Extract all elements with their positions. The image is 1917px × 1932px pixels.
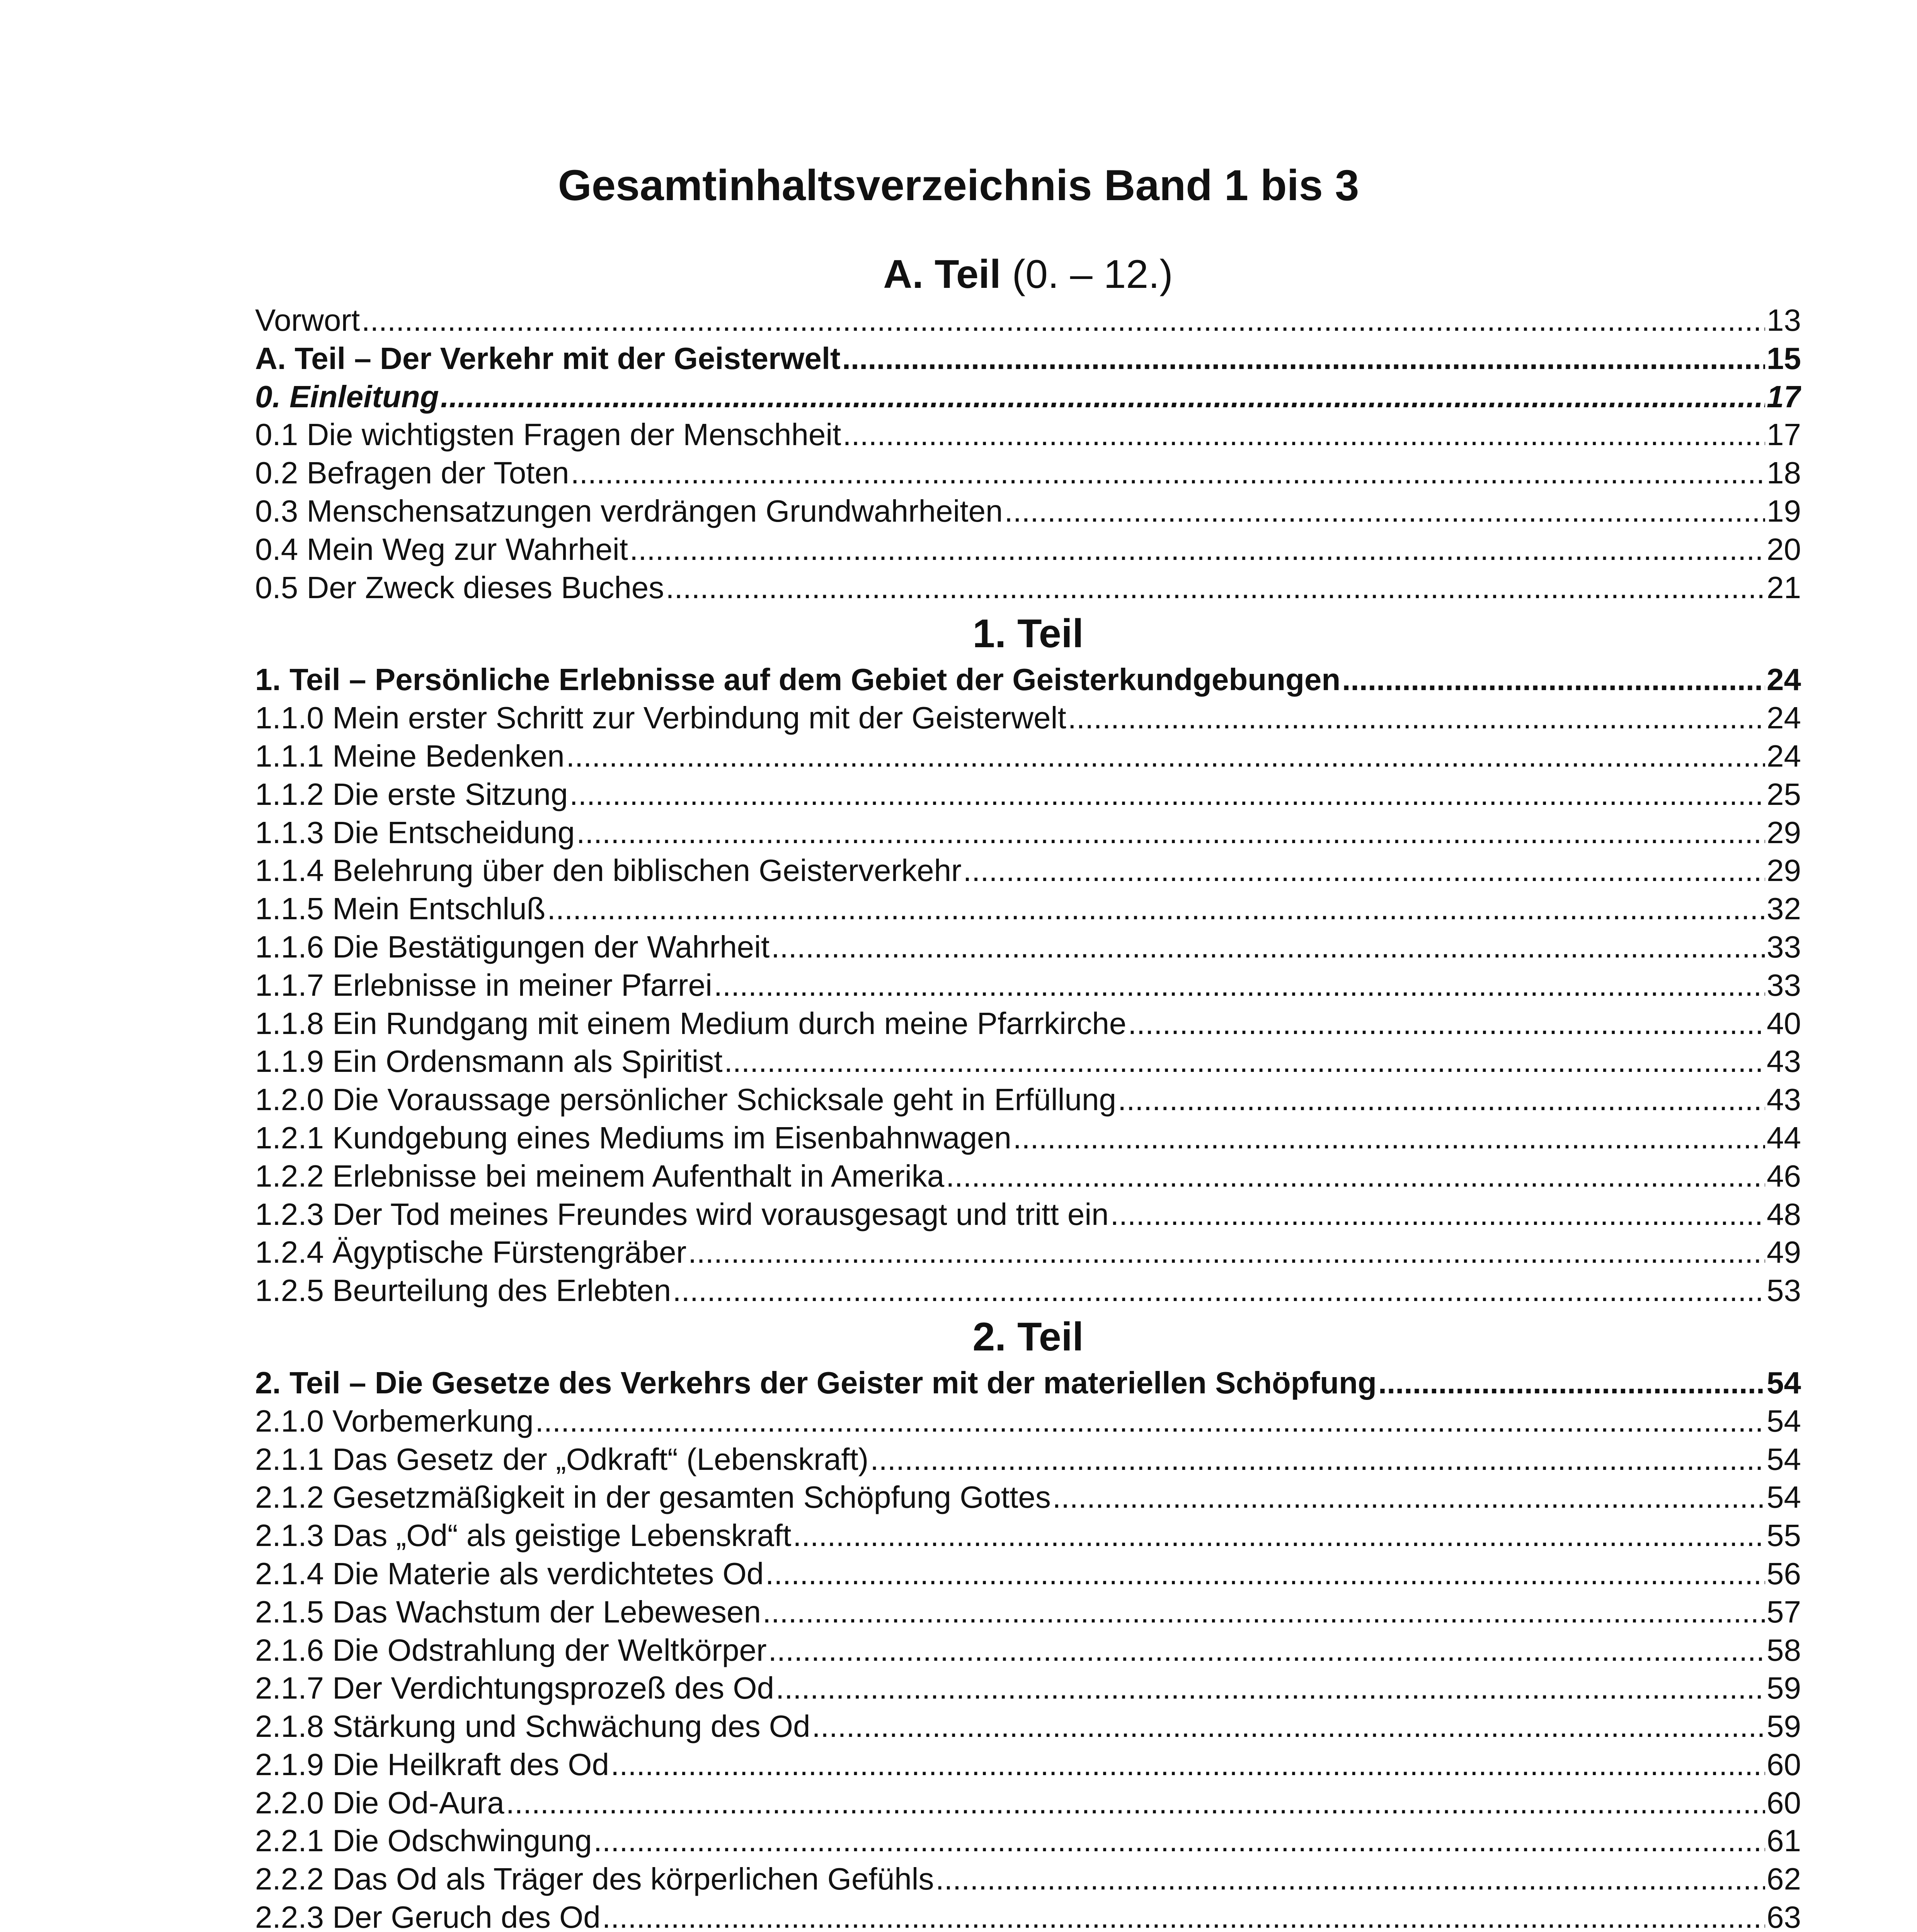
toc-entry-page: 54	[1767, 1403, 1801, 1438]
toc-entry	[255, 1402, 1801, 1440]
toc-entry-title: 2.1.1 Das Gesetz der „Odkraft“ (Lebenskraft)	[255, 1442, 869, 1476]
toc-entry-title: 0.1 Die wichtigsten Fragen der Menschheit	[255, 417, 841, 452]
toc-entry-page: 63	[1767, 1900, 1801, 1932]
toc-entry-page: 25	[1767, 777, 1801, 811]
toc-entry-title: 1.2.0 Die Voraussage persönlicher Schicksale geht in Erfüllung	[255, 1082, 1116, 1117]
toc-entry-page: 32	[1767, 891, 1801, 926]
toc-entry	[255, 1669, 1801, 1708]
toc-leader-dots	[672, 1272, 1765, 1310]
toc-entry	[255, 1005, 1801, 1043]
toc-entry	[255, 1631, 1801, 1670]
toc-entry	[255, 737, 1801, 776]
toc-entry	[255, 1233, 1801, 1272]
toc-entry-page: 60	[1767, 1785, 1801, 1820]
toc-leader-dots	[1110, 1196, 1765, 1234]
toc-entry	[255, 966, 1801, 1005]
toc-entry-title: 2.1.8 Stärkung und Schwächung des Od	[255, 1709, 810, 1744]
toc-leader-dots	[812, 1708, 1765, 1746]
toc-entry-title: 1. Teil – Persönliche Erlebnisse auf dem Gebiet der Geisterkundgebungen	[255, 662, 1341, 697]
toc-entry	[255, 661, 1801, 699]
toc-entry-page: 33	[1767, 929, 1801, 964]
toc-entry-title: 2.2.1 Die Odschwingung	[255, 1823, 592, 1858]
toc-entry	[255, 1746, 1801, 1784]
toc-entry-page: 21	[1767, 570, 1801, 605]
toc-leader-dots	[763, 1593, 1765, 1631]
toc-entry-page: 18	[1767, 456, 1801, 490]
toc-entry	[255, 776, 1801, 814]
toc-leader-dots	[765, 1555, 1765, 1593]
toc-entry-title: 2.1.6 Die Odstrahlung der Weltkörper	[255, 1633, 767, 1667]
toc-entry-title: 1.1.0 Mein erster Schritt zur Verbindung mit der Geisterwelt	[255, 701, 1066, 735]
toc-entry	[255, 1043, 1801, 1081]
toc-entry-page: 53	[1767, 1273, 1801, 1308]
toc-entry	[255, 699, 1801, 737]
toc-list-1	[255, 661, 1801, 1310]
toc-list-2	[255, 1364, 1801, 1932]
toc-entry	[255, 1196, 1801, 1234]
toc-entry-title: 0.5 Der Zweck dieses Buches	[255, 570, 664, 605]
toc-entry-page: 33	[1767, 968, 1801, 1002]
toc-leader-dots	[569, 776, 1765, 814]
toc-leader-dots	[506, 1784, 1765, 1822]
toc-entry-title: A. Teil – Der Verkehr mit der Geisterwelt	[255, 341, 841, 376]
toc-entry-title: 2.1.7 Der Verdichtungsprozeß des Od	[255, 1671, 774, 1706]
toc-entry-title: 0. Einleitung	[255, 379, 439, 414]
toc-leader-dots	[535, 1402, 1765, 1440]
toc-list-a	[255, 301, 1801, 607]
toc-entry-title: 2.1.5 Das Wachstum der Lebewesen	[255, 1594, 761, 1629]
toc-leader-dots	[611, 1746, 1765, 1784]
toc-entry-title: 2.1.0 Vorbemerkung	[255, 1403, 534, 1438]
toc-leader-dots	[768, 1631, 1765, 1670]
toc-entry-page: 24	[1767, 701, 1801, 735]
toc-entry	[255, 416, 1801, 454]
toc-entry	[255, 814, 1801, 852]
toc-entry-page: 40	[1767, 1006, 1801, 1041]
section-heading-a-range: (0. – 12.)	[1012, 252, 1173, 297]
toc-entry-title: 1.2.1 Kundgebung eines Mediums im Eisenbahnwagen	[255, 1120, 1011, 1155]
toc-entry-title: 2.2.2 Das Od als Träger des körperlichen Gefühls	[255, 1862, 934, 1896]
toc-leader-dots	[776, 1669, 1765, 1708]
toc-entry-title: 1.1.8 Ein Rundgang mit einem Medium durch meine Pfarrkirche	[255, 1006, 1127, 1041]
toc-entry-page: 60	[1767, 1747, 1801, 1782]
toc-leader-dots	[1342, 661, 1765, 699]
page-title: Gesamtinhaltsverzeichnis Band 1 bis 3	[558, 161, 1359, 209]
toc-entry	[255, 1081, 1801, 1119]
table-of-contents	[255, 247, 1801, 1932]
toc-leader-dots	[666, 569, 1765, 607]
toc-entry	[255, 340, 1801, 378]
toc-entry	[255, 852, 1801, 890]
toc-entry	[255, 1272, 1801, 1310]
toc-entry	[255, 1784, 1801, 1822]
toc-entry-title: 2.2.0 Die Od-Aura	[255, 1785, 504, 1820]
toc-entry-page: 62	[1767, 1862, 1801, 1896]
toc-leader-dots	[724, 1043, 1765, 1081]
toc-entry	[255, 1860, 1801, 1898]
toc-leader-dots	[1118, 1081, 1765, 1119]
toc-entry-title: 1.1.9 Ein Ordensmann als Spiritist	[255, 1044, 723, 1079]
toc-entry-title: 2.1.3 Das „Od“ als geistige Lebenskraft	[255, 1518, 792, 1553]
toc-entry-page: 17	[1767, 379, 1801, 414]
toc-entry-title: 2.2.3 Der Geruch des Od	[255, 1900, 601, 1932]
toc-entry	[255, 1555, 1801, 1593]
toc-entry	[255, 1822, 1801, 1860]
toc-entry	[255, 1364, 1801, 1402]
toc-leader-dots	[441, 378, 1765, 416]
toc-entry-page: 61	[1767, 1823, 1801, 1858]
toc-leader-dots	[963, 852, 1765, 890]
toc-entry-title: 1.1.7 Erlebnisse in meiner Pfarrei	[255, 968, 712, 1002]
toc-entry-page: 29	[1767, 853, 1801, 888]
toc-leader-dots	[1128, 1005, 1765, 1043]
toc-entry-page: 43	[1767, 1044, 1801, 1079]
toc-leader-dots	[547, 890, 1765, 928]
section-heading-1: 1. Teil	[972, 611, 1084, 656]
toc-entry-page: 44	[1767, 1120, 1801, 1155]
section-heading-a-label: A. Teil	[883, 252, 1001, 297]
toc-entry	[255, 378, 1801, 416]
toc-entry-title: 1.2.5 Beurteilung des Erlebten	[255, 1273, 671, 1308]
toc-entry-title: 1.1.3 Die Entscheidung	[255, 815, 575, 850]
toc-leader-dots	[771, 928, 1765, 966]
toc-entry-title: 1.2.3 Der Tod meines Freundes wird vorausgesagt und tritt ein	[255, 1197, 1109, 1231]
section-heading-2: 2. Teil	[972, 1314, 1084, 1359]
toc-entry-page: 17	[1767, 417, 1801, 452]
toc-leader-dots	[594, 1822, 1765, 1860]
toc-entry-title: 2.1.9 Die Heilkraft des Od	[255, 1747, 609, 1782]
toc-entry-page: 24	[1767, 662, 1801, 697]
toc-entry-page: 58	[1767, 1633, 1801, 1667]
toc-entry	[255, 1119, 1801, 1157]
toc-entry-page: 49	[1767, 1235, 1801, 1270]
toc-entry-title: 0.4 Mein Weg zur Wahrheit	[255, 532, 628, 566]
toc-entry-page: 15	[1767, 341, 1801, 376]
toc-entry	[255, 301, 1801, 340]
toc-leader-dots	[630, 531, 1765, 569]
toc-entry	[255, 454, 1801, 492]
toc-entry	[255, 1440, 1801, 1479]
toc-entry-title: 1.1.6 Die Bestätigungen der Wahrheit	[255, 929, 770, 964]
toc-leader-dots	[842, 340, 1765, 378]
toc-entry-title: 0.2 Befragen der Toten	[255, 456, 569, 490]
toc-entry-title: 1.2.2 Erlebnisse bei meinem Aufenthalt in Amerika	[255, 1158, 945, 1193]
toc-entry	[255, 1898, 1801, 1932]
toc-leader-dots	[1004, 492, 1765, 531]
toc-entry	[255, 492, 1801, 531]
toc-entry-page: 59	[1767, 1709, 1801, 1744]
toc-entry-page: 54	[1767, 1365, 1801, 1400]
toc-leader-dots	[793, 1517, 1765, 1555]
toc-leader-dots	[1068, 699, 1765, 737]
toc-entry-page: 43	[1767, 1082, 1801, 1117]
toc-entry-title: Vorwort	[255, 303, 360, 337]
toc-entry	[255, 1593, 1801, 1631]
toc-entry-page: 57	[1767, 1594, 1801, 1629]
toc-entry-page: 59	[1767, 1671, 1801, 1706]
toc-entry	[255, 569, 1801, 607]
toc-leader-dots	[714, 966, 1765, 1005]
toc-entry-page: 54	[1767, 1480, 1801, 1515]
toc-leader-dots	[1378, 1364, 1765, 1402]
toc-leader-dots	[361, 301, 1765, 340]
toc-leader-dots	[576, 814, 1765, 852]
toc-entry-title: 1.1.2 Die erste Sitzung	[255, 777, 568, 811]
toc-entry-page: 19	[1767, 493, 1801, 528]
section-heading-a	[255, 247, 1801, 301]
toc-entry-title: 2.1.4 Die Materie als verdichtetes Od	[255, 1556, 764, 1591]
toc-entry-title: 1.1.1 Meine Bedenken	[255, 738, 565, 773]
toc-entry	[255, 1157, 1801, 1196]
toc-entry	[255, 531, 1801, 569]
toc-entry	[255, 890, 1801, 928]
toc-entry-title: 1.1.5 Mein Entschluß	[255, 891, 546, 926]
toc-entry-page: 46	[1767, 1158, 1801, 1193]
toc-entry-title: 1.2.4 Ägyptische Fürstengräber	[255, 1235, 687, 1270]
toc-leader-dots	[935, 1860, 1765, 1898]
toc-leader-dots	[1013, 1119, 1765, 1157]
toc-entry-page: 48	[1767, 1197, 1801, 1231]
toc-leader-dots	[843, 416, 1765, 454]
toc-entry-page: 20	[1767, 532, 1801, 566]
toc-leader-dots	[1052, 1478, 1765, 1517]
toc-entry-page: 54	[1767, 1442, 1801, 1476]
toc-entry-page: 29	[1767, 815, 1801, 850]
toc-entry-page: 24	[1767, 738, 1801, 773]
toc-entry-title: 2. Teil – Die Gesetze des Verkehrs der Geister mit der materiellen Schöpfung	[255, 1365, 1377, 1400]
toc-entry-page: 55	[1767, 1518, 1801, 1553]
toc-leader-dots	[946, 1157, 1765, 1196]
toc-leader-dots	[870, 1440, 1765, 1479]
toc-entry-title: 1.1.4 Belehrung über den biblischen Geisterverkehr	[255, 853, 962, 888]
toc-entry	[255, 1478, 1801, 1517]
toc-leader-dots	[602, 1898, 1765, 1932]
toc-leader-dots	[566, 737, 1765, 776]
toc-leader-dots	[688, 1233, 1765, 1272]
toc-entry-page: 56	[1767, 1556, 1801, 1591]
toc-entry-page: 13	[1767, 303, 1801, 337]
toc-entry	[255, 1517, 1801, 1555]
toc-entry-title: 0.3 Menschensatzungen verdrängen Grundwahrheiten	[255, 493, 1003, 528]
toc-entry-title: 2.1.2 Gesetzmäßigkeit in der gesamten Schöpfung Gottes	[255, 1480, 1051, 1515]
toc-entry	[255, 1708, 1801, 1746]
toc-entry	[255, 928, 1801, 966]
toc-leader-dots	[570, 454, 1765, 492]
